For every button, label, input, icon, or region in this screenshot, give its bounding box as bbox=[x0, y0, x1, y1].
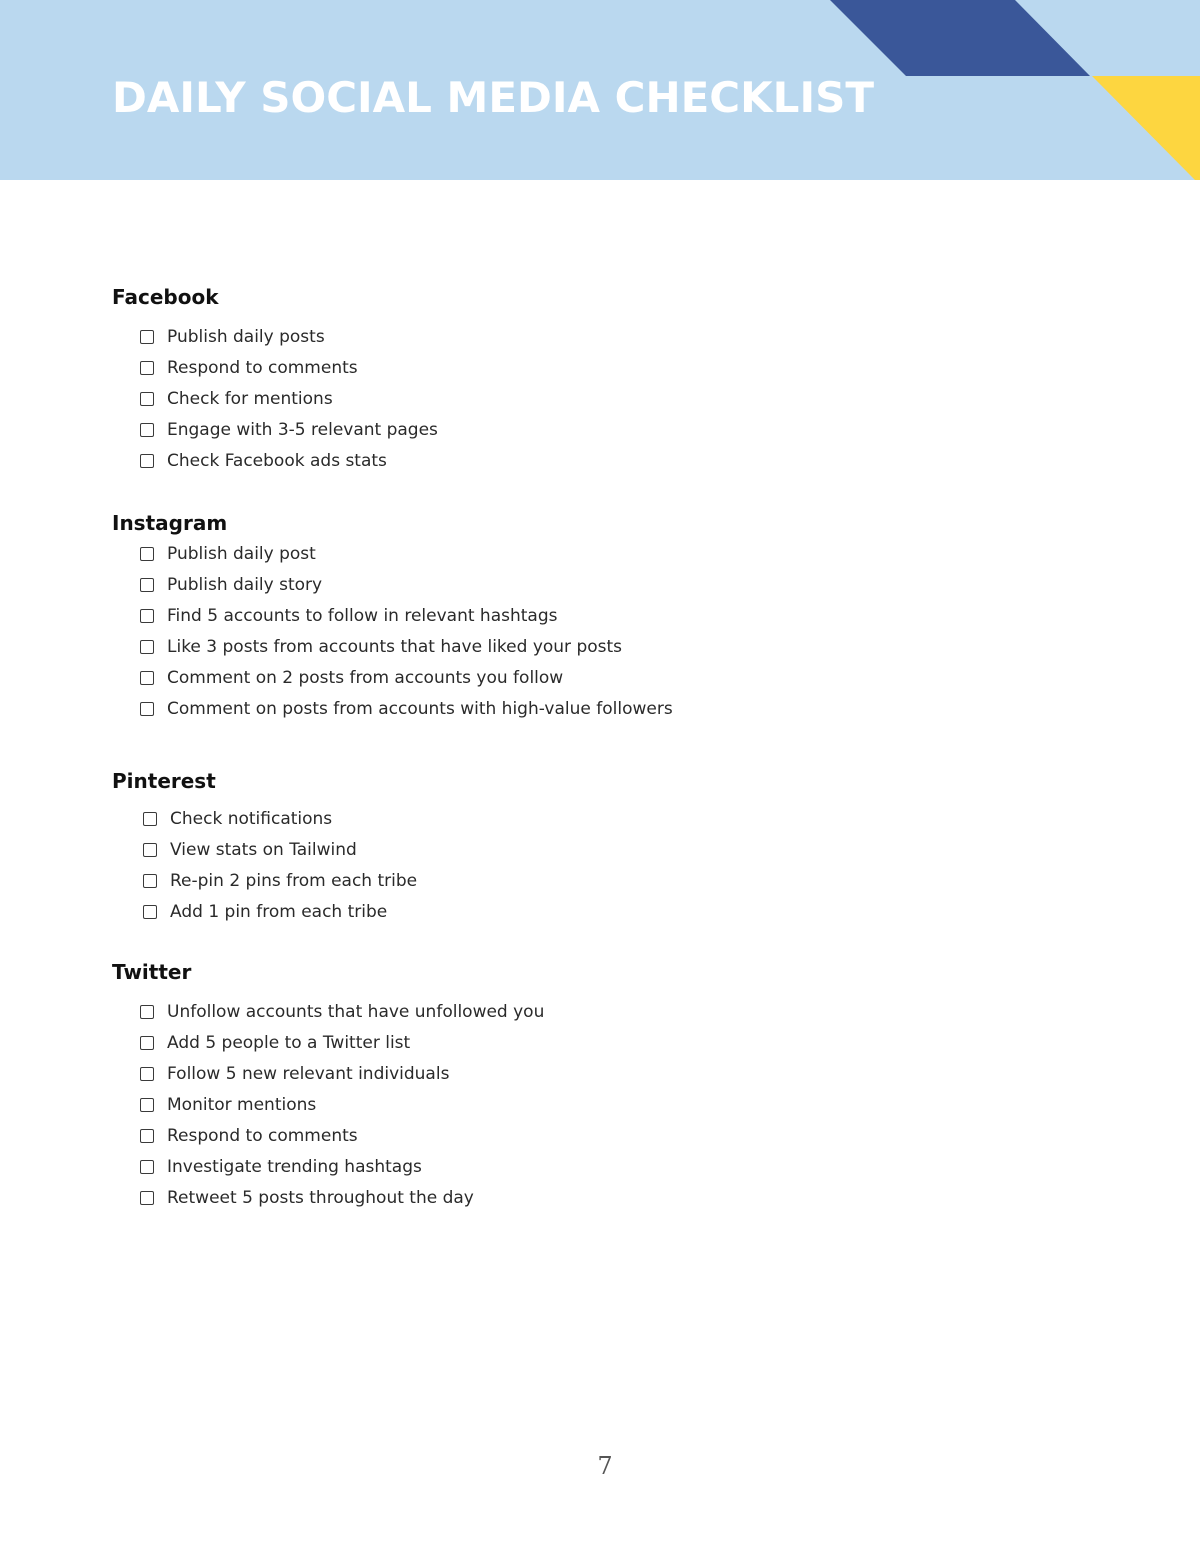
checklist-item-label: Follow 5 new relevant individuals bbox=[167, 1063, 450, 1084]
checkbox[interactable] bbox=[143, 874, 157, 888]
checklist-item-label: Check Facebook ads stats bbox=[167, 450, 387, 471]
checklist-item bbox=[140, 1120, 544, 1151]
checklist-item bbox=[140, 1089, 544, 1120]
checklist-item bbox=[140, 352, 438, 383]
checkbox[interactable] bbox=[140, 702, 154, 716]
section-pinterest bbox=[112, 768, 417, 927]
checklist-item bbox=[140, 538, 673, 569]
checklist-item-label: Find 5 accounts to follow in relevant hashtags bbox=[167, 605, 558, 626]
checklist-item bbox=[140, 1058, 544, 1089]
checklist-item bbox=[140, 1151, 544, 1182]
checklist-item-label: Retweet 5 posts throughout the day bbox=[167, 1187, 474, 1208]
checkbox[interactable] bbox=[140, 454, 154, 468]
page-number: 7 bbox=[597, 1452, 613, 1480]
checklist-item-label: Publish daily post bbox=[167, 543, 316, 564]
yellow-triangle-shape bbox=[1092, 76, 1200, 180]
checklist-item bbox=[140, 445, 438, 476]
checklist-item-label: Investigate trending hashtags bbox=[167, 1156, 422, 1177]
section-heading-instagram: Instagram bbox=[112, 511, 228, 535]
checklist-item-label: Like 3 posts from accounts that have liked your posts bbox=[167, 636, 623, 657]
checklist-item bbox=[143, 803, 417, 834]
checkbox[interactable] bbox=[140, 330, 154, 344]
checkbox[interactable] bbox=[140, 671, 154, 685]
checkbox[interactable] bbox=[140, 1036, 154, 1050]
checklist-item bbox=[140, 996, 544, 1027]
checklist-item-label: Publish daily story bbox=[167, 574, 323, 595]
checklist-item bbox=[143, 896, 417, 927]
checklist-item bbox=[140, 631, 673, 662]
checklist-item-label: Check notifications bbox=[170, 808, 333, 829]
checklist-item-label: Unfollow accounts that have unfollowed you bbox=[167, 1001, 545, 1022]
checkbox[interactable] bbox=[140, 609, 154, 623]
page-header bbox=[0, 0, 1200, 180]
checklist-item-label: Add 1 pin from each tribe bbox=[170, 901, 388, 922]
checklist-item-label: Comment on 2 posts from accounts you follow bbox=[167, 667, 564, 688]
checklist-item bbox=[140, 600, 673, 631]
checklist-item-label: Publish daily posts bbox=[167, 326, 325, 347]
checkbox[interactable] bbox=[140, 640, 154, 654]
checklist-item-label: Respond to comments bbox=[167, 357, 358, 378]
section-heading-pinterest: Pinterest bbox=[112, 769, 216, 793]
checklist-item bbox=[140, 693, 673, 724]
checkbox[interactable] bbox=[140, 1160, 154, 1174]
checklist-item-label: Re-pin 2 pins from each tribe bbox=[170, 870, 418, 891]
checkbox[interactable] bbox=[140, 1067, 154, 1081]
checkbox[interactable] bbox=[140, 1005, 154, 1019]
checklist-twitter bbox=[140, 996, 544, 1213]
page-title: DAILY SOCIAL MEDIA CHECKLIST bbox=[112, 73, 874, 122]
checklist-instagram bbox=[140, 538, 673, 724]
checkbox[interactable] bbox=[140, 1098, 154, 1112]
checklist-item bbox=[140, 569, 673, 600]
checkbox[interactable] bbox=[140, 392, 154, 406]
checklist-item bbox=[140, 1027, 544, 1058]
checklist-facebook bbox=[140, 321, 438, 476]
checkbox[interactable] bbox=[140, 423, 154, 437]
checklist-item bbox=[140, 414, 438, 445]
checklist-item bbox=[140, 662, 673, 693]
checklist-pinterest bbox=[143, 803, 417, 927]
section-heading-facebook: Facebook bbox=[112, 285, 219, 309]
section-instagram bbox=[112, 510, 673, 724]
section-facebook bbox=[112, 284, 438, 476]
navy-band-shape bbox=[830, 0, 1090, 76]
checklist-item-label: View stats on Tailwind bbox=[170, 839, 357, 860]
checklist-item-label: Comment on posts from accounts with high-value followers bbox=[167, 698, 673, 719]
checkbox[interactable] bbox=[143, 905, 157, 919]
checkbox[interactable] bbox=[140, 547, 154, 561]
checkbox[interactable] bbox=[143, 812, 157, 826]
checkbox[interactable] bbox=[140, 1191, 154, 1205]
checklist-item bbox=[143, 834, 417, 865]
checklist-item-label: Respond to comments bbox=[167, 1125, 358, 1146]
section-twitter bbox=[112, 959, 544, 1213]
checklist-item-label: Monitor mentions bbox=[167, 1094, 317, 1115]
checklist-item bbox=[143, 865, 417, 896]
checklist-item bbox=[140, 383, 438, 414]
checkbox[interactable] bbox=[140, 361, 154, 375]
checklist-item-label: Check for mentions bbox=[167, 388, 333, 409]
checklist-item-label: Engage with 3-5 relevant pages bbox=[167, 419, 438, 440]
checklist-item bbox=[140, 321, 438, 352]
checkbox[interactable] bbox=[140, 1129, 154, 1143]
checklist-item-label: Add 5 people to a Twitter list bbox=[167, 1032, 411, 1053]
checkbox[interactable] bbox=[143, 843, 157, 857]
checkbox[interactable] bbox=[140, 578, 154, 592]
section-heading-twitter: Twitter bbox=[112, 960, 192, 984]
checklist-item bbox=[140, 1182, 544, 1213]
